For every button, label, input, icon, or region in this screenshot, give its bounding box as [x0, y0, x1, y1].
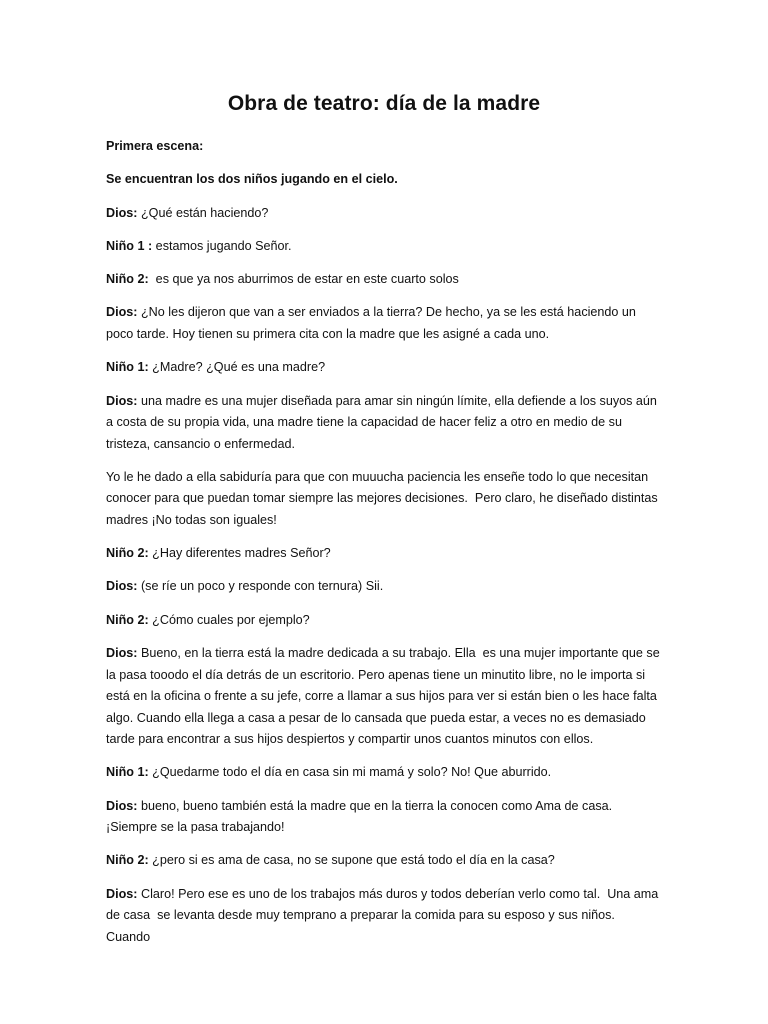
speaker-label: Niño 2:: [106, 546, 149, 561]
speaker-label: Niño 2:: [106, 853, 149, 868]
dialogue-text: ¿Cómo cuales por ejemplo?: [148, 612, 310, 627]
dialogue-paragraph: [106, 169, 662, 191]
dialogue-paragraph: [106, 391, 662, 456]
dialogue-text: ¿Quedarme todo el día en casa sin mi mamá y solo? No! Que aburrido.: [148, 765, 552, 780]
speaker-label: Dios:: [106, 798, 138, 813]
dialogue-paragraph: [106, 269, 662, 291]
dialogue-paragraph: [106, 302, 662, 345]
dialogue-text: una madre es una mujer diseñada para amar sin ningún límite, ella defiende a los suyos aún a costa de su propia vida, una madre tiene la capacidad de hacer feliz a otro en medio de su tristeza, cansancio o enfermedad.: [106, 393, 661, 451]
speaker-label: Niño 2:: [106, 272, 149, 287]
speaker-label: Dios:: [106, 579, 138, 594]
speaker-label: Niño 1:: [106, 765, 149, 780]
speaker-label: Niño 1 :: [106, 238, 153, 253]
dialogue-paragraph: [106, 467, 662, 532]
dialogue-paragraph: [106, 643, 662, 751]
speaker-label: Niño 1:: [106, 360, 149, 375]
dialogue-paragraph: [106, 762, 662, 784]
speaker-label: Dios:: [106, 305, 138, 320]
dialogue-text: ¿No les dijeron que van a ser enviados a la tierra? De hecho, ya se les está haciendo un poco tarde. Hoy tienen su primera cita con la madre que les asigné a cada uno.: [106, 305, 640, 341]
speaker-label: Niño 2:: [106, 612, 149, 627]
dialogue-text: es que ya nos aburrimos de estar en este cuarto solos: [148, 272, 459, 287]
dialogue-text: ¿Madre? ¿Qué es una madre?: [148, 360, 326, 375]
speaker-label: Se encuentran los dos niños jugando en el cielo.: [106, 172, 398, 187]
dialogue-text: ¿Hay diferentes madres Señor?: [148, 546, 331, 561]
dialogue-paragraph: [106, 357, 662, 379]
dialogue-text: bueno, bueno también está la madre que en la tierra la conocen como Ama de casa. ¡Siempre se la pasa trabajando!: [106, 798, 616, 835]
dialogue-paragraph: [106, 576, 662, 598]
dialogue-paragraph: [106, 796, 662, 839]
dialogue-text: Bueno, en la tierra está la madre dedicada a su trabajo. Ella es una mujer importante que se la pasa tooodo el día detrás de un escritorio. Pero apenas tiene un minutito libre, no le importa si está en la oficina o frente a su jefe, corre a llamar a sus hijos para ver si están bien o les hace falta algo. Cuando ella llega a casa a pesar de lo cansada que pueda estar, a veces no es demasiado tarde para encontrar a sus hijos despiertos y compartir unos cuantos minutos con ellos.: [106, 646, 664, 747]
speaker-label: Dios:: [106, 393, 138, 408]
dialogue-paragraph: [106, 543, 662, 565]
dialogue-paragraph: [106, 203, 662, 225]
document-body: [106, 136, 662, 960]
dialogue-text: Yo le he dado a ella sabiduría para que con muuucha paciencia les enseñe todo lo que necesitan conocer para que puedan tomar siempre las mejores decisiones. Pero claro, he diseñado distintas madres ¡No todas son iguales!: [106, 469, 662, 527]
dialogue-paragraph: [106, 850, 662, 872]
speaker-label: Primera escena:: [106, 139, 204, 153]
dialogue-paragraph: [106, 236, 662, 258]
document-title: Obra de teatro: día de la madre: [227, 92, 541, 115]
speaker-label: Dios:: [106, 205, 138, 220]
dialogue-text: estamos jugando Señor.: [152, 238, 292, 253]
dialogue-paragraph: [106, 884, 662, 949]
speaker-label: Dios:: [106, 886, 138, 901]
dialogue-text: ¿pero si es ama de casa, no se supone que está todo el día en la casa?: [148, 853, 555, 868]
dialogue-text: Claro! Pero ese es uno de los trabajos más duros y todos deberían verlo como tal. Una ama de casa se levanta desde muy temprano a preparar la comida para su esposo y sus niños. Cuando: [106, 886, 662, 944]
speaker-label: Dios:: [106, 646, 138, 661]
dialogue-paragraph: [106, 610, 662, 632]
dialogue-paragraph: [106, 136, 662, 158]
dialogue-text: ¿Qué están haciendo?: [137, 205, 269, 220]
dialogue-text: (se ríe un poco y responde con ternura) Sii.: [137, 579, 384, 594]
